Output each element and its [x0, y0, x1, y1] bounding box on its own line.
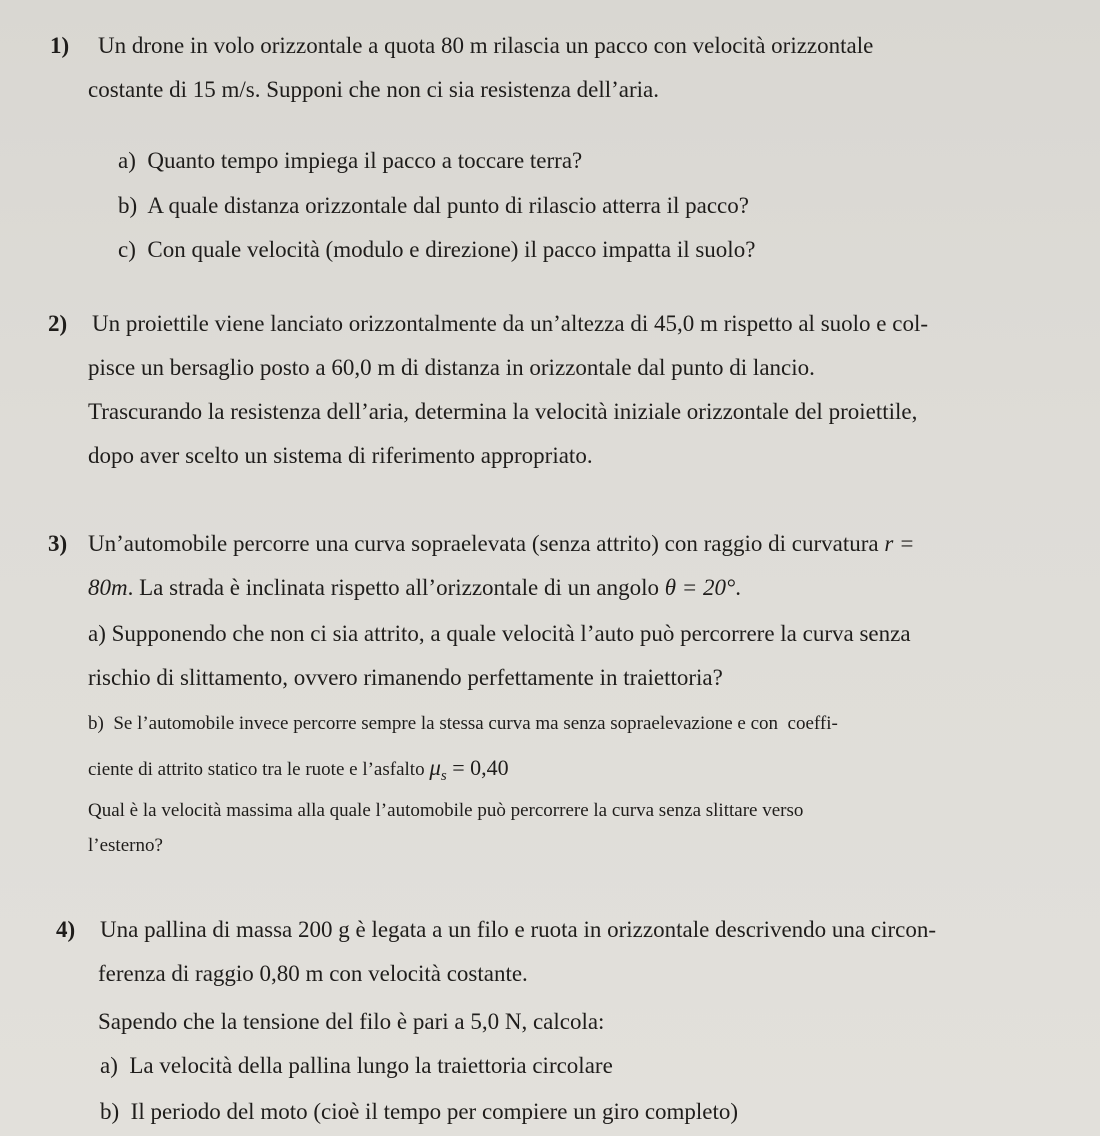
- question-4-line-2: ferenza di raggio 0,80 m con velocità costante.: [98, 961, 528, 986]
- question-2-number: 2): [48, 311, 68, 336]
- question-3-part-a-line-2: rischio di slittamento, ovvero rimanendo perfettamente in traiettoria?: [88, 665, 723, 690]
- question-3-part-b-line-2: [88, 754, 509, 790]
- question-3-number: 3): [48, 531, 68, 556]
- friction-coefficient-symbol: μ: [429, 755, 441, 780]
- question-3-line-1: [88, 530, 915, 558]
- question-4-number: 4): [56, 917, 76, 942]
- question-4-part-a: a) La velocità della pallina lungo la traiettoria circolare: [100, 1053, 613, 1078]
- question-2-line-4: dopo aver scelto un sistema di riferimento appropriato.: [88, 443, 593, 468]
- question-1-line-1: Un drone in volo orizzontale a quota 80 m rilascia un pacco con velocità orizzontale: [98, 33, 874, 58]
- question-1-part-a: a) Quanto tempo impiega il pacco a toccare terra?: [118, 148, 583, 173]
- question-1-number: 1): [50, 33, 70, 58]
- question-3-line-2-end: .: [735, 575, 742, 600]
- question-1-part-b: b) A quale distanza orizzontale dal punto di rilascio atterra il pacco?: [118, 193, 749, 218]
- question-3-line-2: [88, 574, 741, 602]
- question-2-line-1: Un proiettile viene lanciato orizzontalmente da un’altezza di 45,0 m rispetto al suolo e col-: [92, 311, 929, 336]
- question-3-line-1-text: Un’automobile percorre una curva sopraelevata (senza attrito) con raggio di curvatura: [88, 531, 885, 556]
- friction-coefficient-subscript: s: [440, 767, 447, 784]
- question-3-part-b-line-4: l’esterno?: [88, 835, 163, 856]
- question-1-line-2: costante di 15 m/s. Supponi che non ci sia resistenza dell’aria.: [88, 77, 660, 102]
- question-2-line-2: pisce un bersaglio posto a 60,0 m di distanza in orizzontale dal punto di lancio.: [88, 355, 815, 380]
- question-3-part-b-line-1: b) Se l’automobile invece percorre sempre la stessa curva ma senza sopraelevazione e con coeffi-: [88, 713, 838, 734]
- question-1-part-c: c) Con quale velocità (modulo e direzione) il pacco impatta il suolo?: [118, 237, 756, 262]
- angle-formula: θ = 20°: [664, 575, 736, 600]
- question-3-line-2-text: . La strada è inclinata rispetto all’orizzontale di un angolo: [127, 575, 665, 600]
- question-3-part-b-line-2-text: ciente di attrito statico tra le ruote e l’asfalto: [88, 759, 430, 780]
- question-4-line-1: Una pallina di massa 200 g è legata a un filo e ruota in orizzontale descrivendo una circon-: [100, 917, 936, 942]
- question-4-part-b: b) Il periodo del moto (cioè il tempo per compiere un giro completo): [100, 1099, 739, 1124]
- question-2-line-3: Trascurando la resistenza dell’aria, determina la velocità iniziale orizzontale del proiettile,: [88, 399, 918, 424]
- radius-formula: r =: [884, 531, 915, 556]
- friction-coefficient-value: = 0,40: [446, 755, 509, 780]
- question-3-part-b-line-3: Qual è la velocità massima alla quale l’automobile può percorrere la curva senza slittare verso: [88, 800, 804, 821]
- radius-value: 80m: [88, 575, 128, 600]
- question-4-line-3: Sapendo che la tensione del filo è pari a 5,0 N, calcola:: [98, 1009, 605, 1034]
- question-3-part-a-line-1: a) Supponendo che non ci sia attrito, a quale velocità l’auto può percorrere la curva senza: [88, 621, 911, 646]
